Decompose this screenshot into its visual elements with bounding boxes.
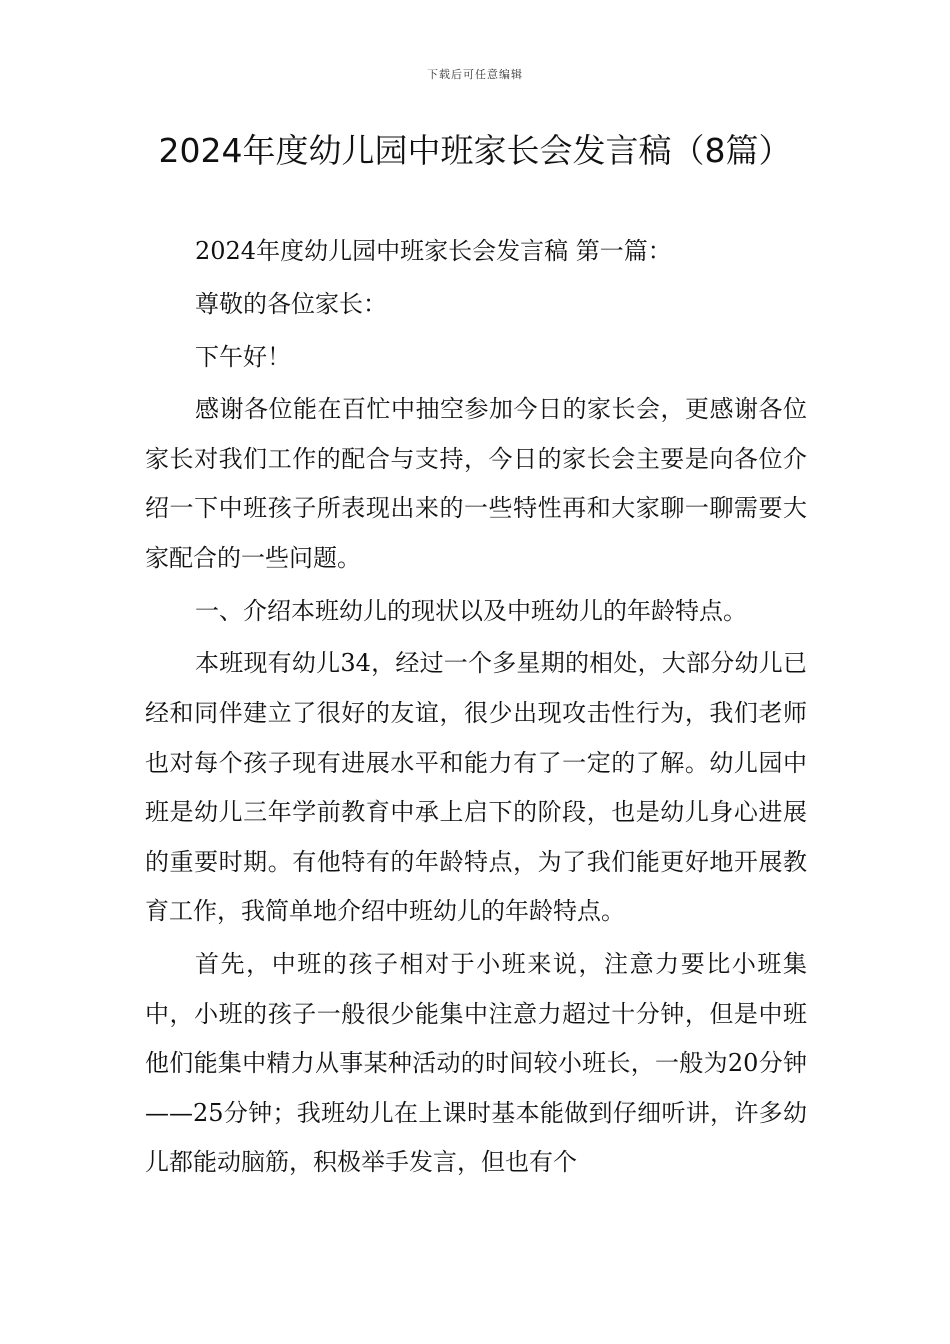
paragraph-class-status: 本班现有幼儿34，经过一个多星期的相处，大部分幼儿已经和同伴建立了很好的友谊，很少出现攻击性行为，我们老师也对每个孩子现有进展水平和能力有了一定的了解。幼儿园中班是幼儿三年学前教育中承上启下的阶段，也是幼儿身心进展的重要时期。有他特有的年龄特点，为了我们能更好地开展教育工作，我简单地介绍中班幼儿的年龄特点。 — [145, 649, 807, 926]
section-heading: 2024年度幼儿园中班家长会发言稿 第一篇： — [195, 237, 672, 265]
paragraph-point-one-heading: 一、介绍本班幼儿的现状以及中班幼儿的年龄特点。 — [195, 597, 747, 626]
paragraph-attention: 首先，中班的孩子相对于小班来说，注意力要比小班集中，小班的孩子一般很少能集中注意力超过十分钟，但是中班他们能集中精力从事某种活动的时间较小班长，一般为20分钟——25分钟；我班幼儿在上课时基本能做到仔细听讲，许多幼儿都能动脑筋，积极举手发言，但也有个 — [145, 949, 807, 1177]
document-body — [145, 226, 807, 1188]
header-note: 下载后可任意编辑 — [427, 68, 523, 81]
paragraph-intro: 感谢各位能在百忙中抽空参加今日的家长会，更感谢各位家长对我们工作的配合与支持，今日的家长会主要是向各位介绍一下中班孩子所表现出来的一些特性再和大家聊一聊需要大家配合的一些问题。 — [145, 395, 807, 572]
greeting: 下午好！ — [195, 343, 291, 371]
salutation: 尊敬的各位家长： — [195, 290, 387, 318]
document-title: 2024年度幼儿园中班家长会发言稿（8篇） — [158, 131, 792, 170]
